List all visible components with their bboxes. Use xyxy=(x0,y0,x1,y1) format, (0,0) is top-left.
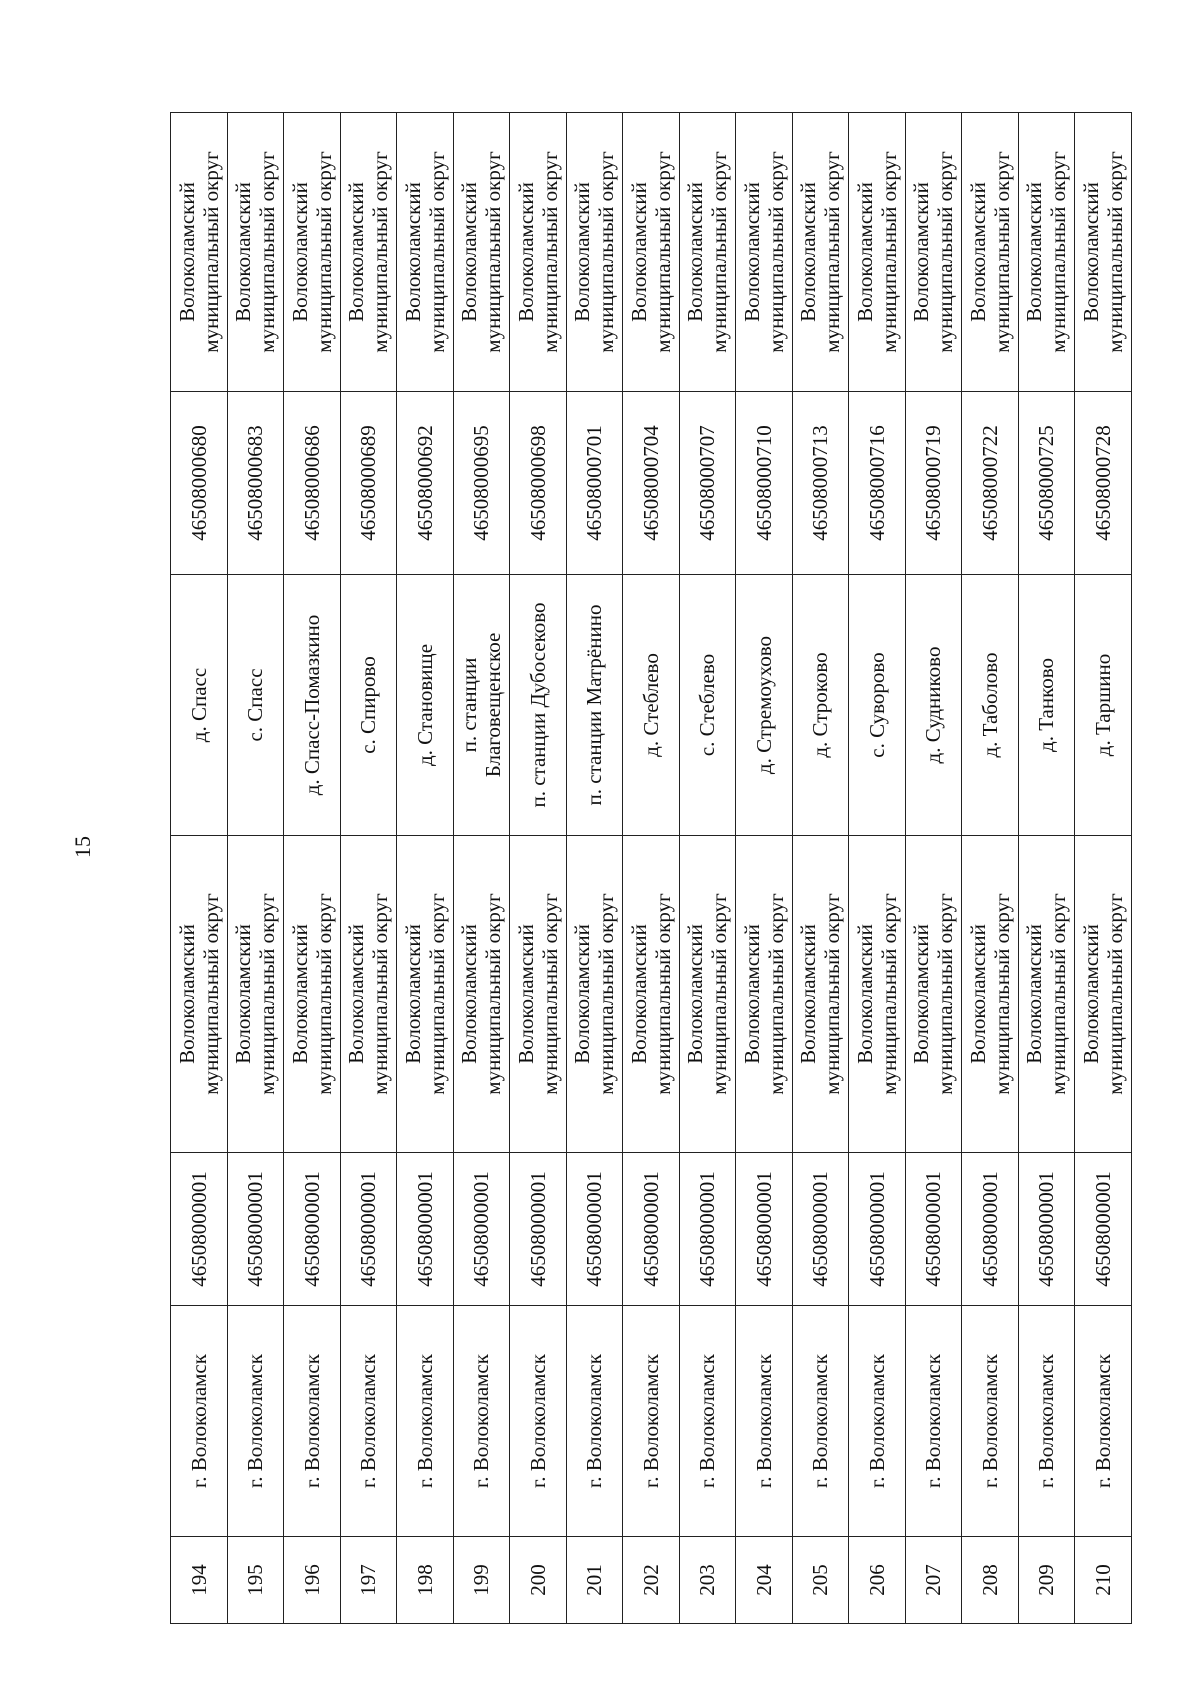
city-cell xyxy=(792,1306,849,1537)
settlement-municipality-cell xyxy=(962,113,1019,392)
municipality-cell-text: муниципальный округ xyxy=(707,893,732,1095)
row-number-cell xyxy=(849,1537,906,1624)
oktmo-cell-text: 46508000001 xyxy=(1034,1171,1059,1287)
oktmo-cell-text: 46508000001 xyxy=(412,1171,437,1287)
oktmo-cell xyxy=(792,1153,849,1306)
settlement-code-cell-text: 46508000710 xyxy=(751,425,776,541)
row-number-cell-text: 198 xyxy=(412,1564,437,1596)
table-body xyxy=(171,113,1132,1624)
settlement-cell xyxy=(397,575,454,836)
settlement-municipality-cell-text: муниципальный округ xyxy=(933,151,958,353)
settlement-municipality-cell xyxy=(736,113,793,392)
settlement-code-cell-text: 46508000713 xyxy=(808,425,833,541)
oktmo-cell xyxy=(849,1153,906,1306)
row-number-cell xyxy=(623,1537,680,1624)
settlement-cell xyxy=(340,575,397,836)
city-cell-text: г. Волоколамск xyxy=(977,1354,1002,1488)
settlement-cell-text: с. Суворово xyxy=(864,652,889,758)
municipality-cell-text: муниципальный округ xyxy=(1102,893,1127,1095)
city-cell-text: г. Волоколамск xyxy=(695,1354,720,1488)
municipality-cell-text: Волоколамский xyxy=(344,924,369,1064)
settlement-code-cell-text: 46508000728 xyxy=(1090,425,1115,541)
row-number-cell xyxy=(1018,1537,1075,1624)
settlement-municipality-cell-text: Волоколамский xyxy=(1022,182,1047,322)
city-cell-text: г. Волоколамск xyxy=(243,1354,268,1488)
oktmo-cell-text: 46508000001 xyxy=(469,1171,494,1287)
settlement-cell-text: д. Строково xyxy=(808,652,833,758)
table-row xyxy=(227,113,284,1624)
oktmo-cell xyxy=(284,1153,341,1306)
settlement-municipality-cell xyxy=(171,113,228,392)
oktmo-cell-text: 46508000001 xyxy=(921,1171,946,1287)
settlement-municipality-cell-text: Волоколамский xyxy=(852,182,877,322)
settlement-municipality-cell xyxy=(679,113,736,392)
city-cell xyxy=(962,1306,1019,1537)
municipality-cell xyxy=(679,836,736,1153)
settlement-code-cell xyxy=(1018,392,1075,575)
settlement-municipality-cell xyxy=(1075,113,1132,392)
settlement-cell-text: с. Спирово xyxy=(356,656,381,754)
city-cell-text: г. Волоколамск xyxy=(1090,1354,1115,1488)
row-number-cell xyxy=(736,1537,793,1624)
table-row xyxy=(171,113,228,1624)
settlement-code-cell xyxy=(397,392,454,575)
settlement-municipality-cell-text: Волоколамский xyxy=(231,182,256,322)
settlement-cell-text: п. станции Благовещенское xyxy=(457,632,506,778)
city-cell xyxy=(566,1306,623,1537)
registry-table xyxy=(170,112,1132,1624)
oktmo-cell-text: 46508000001 xyxy=(186,1171,211,1287)
row-number-cell xyxy=(1075,1537,1132,1624)
municipality-cell-text: Волоколамский xyxy=(513,924,538,1064)
oktmo-cell-text: 46508000001 xyxy=(525,1171,550,1287)
row-number-cell xyxy=(510,1537,567,1624)
oktmo-cell xyxy=(1018,1153,1075,1306)
settlement-municipality-cell xyxy=(792,113,849,392)
settlement-code-cell xyxy=(340,392,397,575)
row-number-cell-text: 206 xyxy=(864,1564,889,1596)
settlement-code-cell-text: 46508000683 xyxy=(243,425,268,541)
settlement-cell xyxy=(284,575,341,836)
city-cell-text: г. Волоколамск xyxy=(751,1354,776,1488)
settlement-municipality-cell-text: Волоколамский xyxy=(909,182,934,322)
settlement-code-cell-text: 46508000686 xyxy=(299,425,324,541)
municipality-cell-text: муниципальный округ xyxy=(820,893,845,1095)
municipality-cell xyxy=(171,836,228,1153)
row-number-cell xyxy=(340,1537,397,1624)
oktmo-cell xyxy=(397,1153,454,1306)
settlement-cell xyxy=(962,575,1019,836)
city-cell xyxy=(1075,1306,1132,1537)
municipality-cell xyxy=(905,836,962,1153)
row-number-cell-text: 205 xyxy=(808,1564,833,1596)
settlement-municipality-cell-text: муниципальный округ xyxy=(255,151,280,353)
settlement-cell xyxy=(227,575,284,836)
oktmo-cell xyxy=(905,1153,962,1306)
table-row xyxy=(397,113,454,1624)
municipality-cell-text: муниципальный округ xyxy=(933,893,958,1095)
settlement-municipality-cell-text: муниципальный округ xyxy=(989,151,1014,353)
settlement-cell xyxy=(1075,575,1132,836)
settlement-cell-text: д. Судниково xyxy=(921,646,946,764)
municipality-cell xyxy=(623,836,680,1153)
settlement-code-cell-text: 46508000692 xyxy=(412,425,437,541)
municipality-cell xyxy=(736,836,793,1153)
settlement-municipality-cell-text: Волоколамский xyxy=(965,182,990,322)
settlement-municipality-cell xyxy=(453,113,510,392)
settlement-municipality-cell-text: муниципальный округ xyxy=(876,151,901,353)
municipality-cell xyxy=(792,836,849,1153)
municipality-cell xyxy=(340,836,397,1153)
municipality-cell-text: Волоколамский xyxy=(231,924,256,1064)
settlement-municipality-cell xyxy=(849,113,906,392)
row-number-cell-text: 199 xyxy=(469,1564,494,1596)
settlement-cell-text: д. Таршино xyxy=(1090,653,1115,757)
settlement-cell-text: д. Спасс xyxy=(186,667,211,743)
settlement-code-cell xyxy=(171,392,228,575)
settlement-cell-text: п. станции Дубосеково xyxy=(525,602,550,808)
table-row xyxy=(1075,113,1132,1624)
settlement-cell-text: д. Стеблево xyxy=(638,653,663,757)
oktmo-cell-text: 46508000001 xyxy=(977,1171,1002,1287)
city-cell xyxy=(679,1306,736,1537)
municipality-cell-text: муниципальный округ xyxy=(763,893,788,1095)
settlement-cell xyxy=(453,575,510,836)
table-row xyxy=(679,113,736,1624)
settlement-code-cell xyxy=(736,392,793,575)
municipality-cell-text: Волоколамский xyxy=(1078,924,1103,1064)
settlement-municipality-cell xyxy=(340,113,397,392)
municipality-cell xyxy=(566,836,623,1153)
row-number-cell-text: 207 xyxy=(921,1564,946,1596)
settlement-municipality-cell-text: муниципальный округ xyxy=(311,151,336,353)
settlement-municipality-cell-text: Волоколамский xyxy=(174,182,199,322)
oktmo-cell-text: 46508000001 xyxy=(299,1171,324,1287)
settlement-cell xyxy=(792,575,849,836)
city-cell-text: г. Волоколамск xyxy=(864,1354,889,1488)
table-row xyxy=(340,113,397,1624)
city-cell-text: г. Волоколамск xyxy=(1034,1354,1059,1488)
municipality-cell xyxy=(1075,836,1132,1153)
city-cell-text: г. Волоколамск xyxy=(921,1354,946,1488)
city-cell-text: г. Волоколамск xyxy=(582,1354,607,1488)
municipality-cell-text: Волоколамский xyxy=(174,924,199,1064)
city-cell xyxy=(510,1306,567,1537)
municipality-cell-text: Волоколамский xyxy=(457,924,482,1064)
row-number-cell xyxy=(792,1537,849,1624)
settlement-municipality-cell xyxy=(566,113,623,392)
settlement-code-cell-text: 46508000689 xyxy=(356,425,381,541)
city-cell xyxy=(397,1306,454,1537)
settlement-code-cell xyxy=(453,392,510,575)
page-number: 15 xyxy=(70,836,95,858)
settlement-municipality-cell-text: Волоколамский xyxy=(513,182,538,322)
row-number-cell-text: 208 xyxy=(977,1564,1002,1596)
settlement-cell xyxy=(623,575,680,836)
settlement-municipality-cell-text: Волоколамский xyxy=(1078,182,1103,322)
city-cell xyxy=(905,1306,962,1537)
table-row xyxy=(284,113,341,1624)
settlement-code-cell-text: 46508000707 xyxy=(695,425,720,541)
oktmo-cell xyxy=(566,1153,623,1306)
city-cell xyxy=(284,1306,341,1537)
oktmo-cell xyxy=(623,1153,680,1306)
settlement-cell xyxy=(849,575,906,836)
municipality-cell xyxy=(453,836,510,1153)
municipality-cell-text: Волоколамский xyxy=(739,924,764,1064)
row-number-cell xyxy=(453,1537,510,1624)
settlement-cell xyxy=(566,575,623,836)
city-cell-text: г. Волоколамск xyxy=(186,1354,211,1488)
row-number-cell xyxy=(566,1537,623,1624)
municipality-cell-text: Волоколамский xyxy=(796,924,821,1064)
table-row xyxy=(962,113,1019,1624)
row-number-cell-text: 210 xyxy=(1090,1564,1115,1596)
settlement-municipality-cell-text: Волоколамский xyxy=(626,182,651,322)
table-row xyxy=(905,113,962,1624)
settlement-municipality-cell-text: муниципальный округ xyxy=(707,151,732,353)
row-number-cell-text: 196 xyxy=(299,1564,324,1596)
settlement-municipality-cell-text: Волоколамский xyxy=(683,182,708,322)
city-cell xyxy=(340,1306,397,1537)
table-row xyxy=(1018,113,1075,1624)
municipality-cell-text: Волоколамский xyxy=(852,924,877,1064)
oktmo-cell-text: 46508000001 xyxy=(695,1171,720,1287)
row-number-cell-text: 194 xyxy=(186,1564,211,1596)
municipality-cell-text: Волоколамский xyxy=(400,924,425,1064)
settlement-code-cell xyxy=(849,392,906,575)
settlement-cell-text: п. станции Матрёнино xyxy=(582,604,607,806)
settlement-code-cell-text: 46508000704 xyxy=(638,425,663,541)
municipality-cell-text: муниципальный округ xyxy=(481,893,506,1095)
settlement-cell-text: с. Спасс xyxy=(243,668,268,742)
city-cell xyxy=(227,1306,284,1537)
settlement-municipality-cell-text: Волоколамский xyxy=(796,182,821,322)
settlement-municipality-cell-text: Волоколамский xyxy=(400,182,425,322)
settlement-municipality-cell-text: муниципальный округ xyxy=(481,151,506,353)
table-row xyxy=(849,113,906,1624)
oktmo-cell-text: 46508000001 xyxy=(751,1171,776,1287)
table-row xyxy=(623,113,680,1624)
city-cell-text: г. Волоколамск xyxy=(299,1354,324,1488)
municipality-cell xyxy=(227,836,284,1153)
settlement-code-cell xyxy=(905,392,962,575)
settlement-municipality-cell xyxy=(397,113,454,392)
row-number-cell-text: 195 xyxy=(243,1564,268,1596)
city-cell-text: г. Волоколамск xyxy=(469,1354,494,1488)
oktmo-cell-text: 46508000001 xyxy=(243,1171,268,1287)
table-row xyxy=(453,113,510,1624)
municipality-cell-text: Волоколамский xyxy=(1022,924,1047,1064)
municipality-cell-text: муниципальный округ xyxy=(594,893,619,1095)
settlement-cell-text: д. Становище xyxy=(412,643,437,767)
settlement-code-cell xyxy=(623,392,680,575)
oktmo-cell-text: 46508000001 xyxy=(356,1171,381,1287)
oktmo-cell xyxy=(510,1153,567,1306)
table-row xyxy=(510,113,567,1624)
settlement-cell xyxy=(905,575,962,836)
municipality-cell-text: муниципальный округ xyxy=(537,893,562,1095)
settlement-municipality-cell-text: Волоколамский xyxy=(287,182,312,322)
settlement-cell-text: д. Танково xyxy=(1034,658,1059,752)
settlement-municipality-cell xyxy=(1018,113,1075,392)
settlement-municipality-cell-text: Волоколамский xyxy=(739,182,764,322)
row-number-cell xyxy=(679,1537,736,1624)
city-cell xyxy=(1018,1306,1075,1537)
row-number-cell xyxy=(171,1537,228,1624)
settlement-code-cell-text: 46508000722 xyxy=(977,425,1002,541)
municipality-cell-text: муниципальный округ xyxy=(424,893,449,1095)
municipality-cell xyxy=(849,836,906,1153)
municipality-cell-text: муниципальный округ xyxy=(198,893,223,1095)
settlement-cell xyxy=(171,575,228,836)
city-cell xyxy=(849,1306,906,1537)
oktmo-cell-text: 46508000001 xyxy=(638,1171,663,1287)
settlement-municipality-cell-text: муниципальный округ xyxy=(198,151,223,353)
row-number-cell xyxy=(284,1537,341,1624)
row-number-cell-text: 204 xyxy=(751,1564,776,1596)
municipality-cell-text: муниципальный округ xyxy=(989,893,1014,1095)
settlement-municipality-cell xyxy=(227,113,284,392)
settlement-code-cell-text: 46508000680 xyxy=(186,425,211,541)
municipality-cell-text: Волоколамский xyxy=(626,924,651,1064)
row-number-cell-text: 197 xyxy=(356,1564,381,1596)
settlement-cell xyxy=(1018,575,1075,836)
settlement-code-cell xyxy=(1075,392,1132,575)
municipality-cell-text: муниципальный округ xyxy=(650,893,675,1095)
municipality-cell-text: Волоколамский xyxy=(909,924,934,1064)
settlement-municipality-cell-text: муниципальный округ xyxy=(594,151,619,353)
city-cell-text: г. Волоколамск xyxy=(412,1354,437,1488)
settlement-municipality-cell xyxy=(510,113,567,392)
oktmo-cell-text: 46508000001 xyxy=(582,1171,607,1287)
row-number-cell xyxy=(397,1537,454,1624)
row-number-cell-text: 202 xyxy=(638,1564,663,1596)
settlement-code-cell xyxy=(510,392,567,575)
settlement-code-cell-text: 46508000719 xyxy=(921,425,946,541)
settlement-cell xyxy=(736,575,793,836)
settlement-municipality-cell-text: муниципальный округ xyxy=(763,151,788,353)
oktmo-cell xyxy=(227,1153,284,1306)
oktmo-cell-text: 46508000001 xyxy=(864,1171,889,1287)
municipality-cell xyxy=(510,836,567,1153)
settlement-municipality-cell xyxy=(623,113,680,392)
oktmo-cell xyxy=(962,1153,1019,1306)
settlement-municipality-cell-text: муниципальный округ xyxy=(424,151,449,353)
municipality-cell-text: муниципальный округ xyxy=(368,893,393,1095)
table-row xyxy=(792,113,849,1624)
municipality-cell-text: муниципальный округ xyxy=(311,893,336,1095)
oktmo-cell-text: 46508000001 xyxy=(1090,1171,1115,1287)
settlement-municipality-cell-text: муниципальный округ xyxy=(1046,151,1071,353)
city-cell xyxy=(623,1306,680,1537)
municipality-cell xyxy=(284,836,341,1153)
oktmo-cell xyxy=(1075,1153,1132,1306)
municipality-cell-text: Волоколамский xyxy=(570,924,595,1064)
settlement-municipality-cell-text: муниципальный округ xyxy=(537,151,562,353)
settlement-code-cell xyxy=(284,392,341,575)
row-number-cell xyxy=(227,1537,284,1624)
settlement-cell-text: д. Стремоухово xyxy=(751,635,776,775)
settlement-code-cell xyxy=(227,392,284,575)
settlement-municipality-cell-text: муниципальный округ xyxy=(368,151,393,353)
table-row xyxy=(566,113,623,1624)
row-number-cell-text: 201 xyxy=(582,1564,607,1596)
settlement-municipality-cell xyxy=(905,113,962,392)
settlement-municipality-cell-text: муниципальный округ xyxy=(820,151,845,353)
city-cell xyxy=(171,1306,228,1537)
municipality-cell xyxy=(397,836,454,1153)
municipality-cell-text: муниципальный округ xyxy=(876,893,901,1095)
settlement-code-cell-text: 46508000698 xyxy=(525,425,550,541)
municipality-cell-text: муниципальный округ xyxy=(255,893,280,1095)
settlement-municipality-cell-text: Волоколамский xyxy=(570,182,595,322)
registry-table-container xyxy=(170,151,1200,1624)
city-cell xyxy=(736,1306,793,1537)
oktmo-cell xyxy=(340,1153,397,1306)
settlement-municipality-cell-text: муниципальный округ xyxy=(650,151,675,353)
oktmo-cell xyxy=(171,1153,228,1306)
table-row xyxy=(736,113,793,1624)
row-number-cell xyxy=(905,1537,962,1624)
settlement-code-cell xyxy=(792,392,849,575)
municipality-cell-text: Волоколамский xyxy=(683,924,708,1064)
settlement-cell xyxy=(510,575,567,836)
municipality-cell-text: Волоколамский xyxy=(965,924,990,1064)
municipality-cell xyxy=(962,836,1019,1153)
settlement-municipality-cell xyxy=(284,113,341,392)
settlement-municipality-cell-text: муниципальный округ xyxy=(1102,151,1127,353)
oktmo-cell xyxy=(453,1153,510,1306)
settlement-municipality-cell-text: Волоколамский xyxy=(344,182,369,322)
settlement-cell xyxy=(679,575,736,836)
settlement-code-cell xyxy=(962,392,1019,575)
oktmo-cell-text: 46508000001 xyxy=(808,1171,833,1287)
municipality-cell xyxy=(1018,836,1075,1153)
row-number-cell-text: 200 xyxy=(525,1564,550,1596)
row-number-cell-text: 209 xyxy=(1034,1564,1059,1596)
city-cell-text: г. Волоколамск xyxy=(356,1354,381,1488)
city-cell xyxy=(453,1306,510,1537)
municipality-cell-text: Волоколамский xyxy=(287,924,312,1064)
settlement-code-cell-text: 46508000716 xyxy=(864,425,889,541)
settlement-code-cell-text: 46508000701 xyxy=(582,425,607,541)
municipality-cell-text: муниципальный округ xyxy=(1046,893,1071,1095)
city-cell-text: г. Волоколамск xyxy=(808,1354,833,1488)
oktmo-cell xyxy=(736,1153,793,1306)
settlement-cell-text: д. Спасс-Помазкино xyxy=(299,614,324,796)
settlement-municipality-cell-text: Волоколамский xyxy=(457,182,482,322)
oktmo-cell xyxy=(679,1153,736,1306)
settlement-code-cell-text: 46508000725 xyxy=(1034,425,1059,541)
settlement-code-cell-text: 46508000695 xyxy=(469,425,494,541)
settlement-cell-text: с. Стеблево xyxy=(695,653,720,757)
row-number-cell xyxy=(962,1537,1019,1624)
settlement-cell-text: д. Таболово xyxy=(977,652,1002,758)
settlement-code-cell xyxy=(566,392,623,575)
row-number-cell-text: 203 xyxy=(695,1564,720,1596)
city-cell-text: г. Волоколамск xyxy=(525,1354,550,1488)
city-cell-text: г. Волоколамск xyxy=(638,1354,663,1488)
settlement-code-cell xyxy=(679,392,736,575)
